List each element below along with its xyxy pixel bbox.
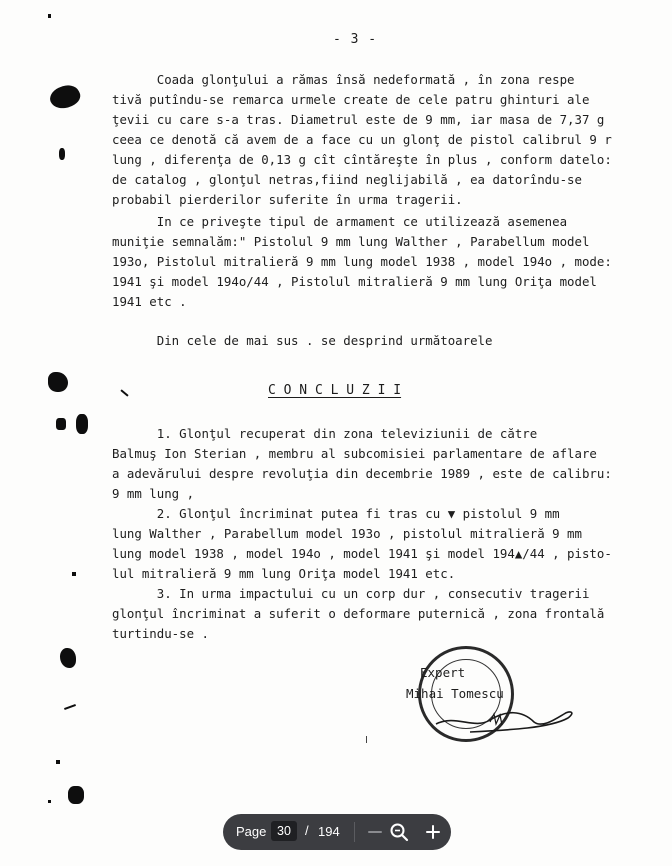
magnifier-icon [387, 820, 411, 844]
scan-blot [59, 148, 65, 160]
zoom-fit-button[interactable] [387, 820, 411, 844]
text-line: a adevărului despre revoluţia din decembrie 1989 , este de calibru: [112, 466, 612, 481]
page-label: Page [236, 824, 267, 839]
text-line: probabil pierderilor suferite în urma tragerii. [112, 192, 463, 207]
minus-icon [363, 820, 387, 844]
scan-blot [60, 648, 76, 668]
scan-blot [48, 800, 51, 803]
text-line: ţevii cu care s-a tras. Diametrul este de 9 mm, iar masa de 7,37 g [112, 112, 605, 127]
scan-blot [48, 372, 68, 392]
text-line: 1. Glonţul recuperat din zona televiziunii de către [112, 426, 538, 441]
scan-blot [48, 14, 51, 18]
conclusions-heading: C O N C L U Z I I [268, 383, 402, 398]
zoom-out-button[interactable] [363, 820, 387, 844]
zoom-in-button[interactable] [421, 820, 445, 844]
handwritten-signature [430, 700, 580, 740]
text-line: turtindu-se . [112, 626, 209, 641]
text-line: glonţul încriminat a suferit o deformare puternică , zona frontală [112, 606, 605, 621]
toolbar-divider [354, 822, 355, 842]
text-line: lung model 1938 , model 194o , model 1941 şi model 194▲/44 , pisto- [112, 546, 612, 561]
pdf-viewer-toolbar [223, 814, 451, 850]
scan-blot [47, 81, 83, 114]
text-line: 2. Glonţul încriminat putea fi tras cu ▼ pistolul 9 mm [112, 506, 560, 521]
scan-blot [64, 704, 76, 710]
text-line: 3. In urma impactului cu un corp dur , consecutiv tragerii [112, 586, 590, 601]
signature-name: Mihai Tomescu [406, 686, 504, 701]
text-line: 1941 etc . [112, 294, 187, 309]
intro-line: Din cele de mai sus . se desprind următoarele [112, 333, 493, 348]
text-line: de catalog , glonţul netras,fiind neglijabilă , ea datorîndu-se [112, 172, 582, 187]
text-line: lul mitralieră 9 mm lung Oriţa model 1941 etc. [112, 566, 456, 581]
text-line: 193o, Pistolul mitralieră 9 mm lung model 1938 , model 194o , mode: [112, 254, 612, 269]
plus-icon [421, 820, 445, 844]
text-line: lung Walther , Parabellum model 193o , pistolul mitralieră 9 mm [112, 526, 582, 541]
page-number-input[interactable]: 30 [271, 821, 297, 841]
page-separator: / [305, 823, 309, 838]
text-line: 9 mm lung , [112, 486, 195, 501]
text-line: ceea ce denotă că avem de a face cu un glonţ de pistol calibrul 9 r [112, 132, 612, 147]
text-line: muniţie semnalăm:" Pistolul 9 mm lung Walther , Parabellum model [112, 234, 590, 249]
total-pages: 194 [318, 824, 340, 839]
text-line: 1941 şi model 194o/44 , Pistolul mitralieră 9 mm lung Oriţa model [112, 274, 597, 289]
scan-blot [56, 760, 60, 764]
scan-blot [76, 414, 88, 434]
scan-blot [72, 572, 76, 576]
margin-tick [366, 736, 367, 743]
text-line: In ce priveşte tipul de armament ce utilizează asemenea [112, 214, 568, 229]
text-line: Balmuş Ion Sterian , membru al subcomisiei parlamentare de aflare [112, 446, 597, 461]
page-number: - 3 - [333, 32, 378, 47]
text-line: Coada glonţului a rămas însă nedeformată , în zona respe [112, 72, 575, 87]
scan-blot [56, 418, 66, 430]
scan-blot [120, 389, 128, 396]
signature-title: Expert [420, 665, 466, 680]
text-line: tivă putîndu-se remarca urmele create de cele patru ghinturi ale [112, 92, 590, 107]
scan-blot [68, 786, 84, 804]
text-line: lung , diferenţa de 0,13 g cît cîntăreşte în plus , conform datelo: [112, 152, 612, 167]
